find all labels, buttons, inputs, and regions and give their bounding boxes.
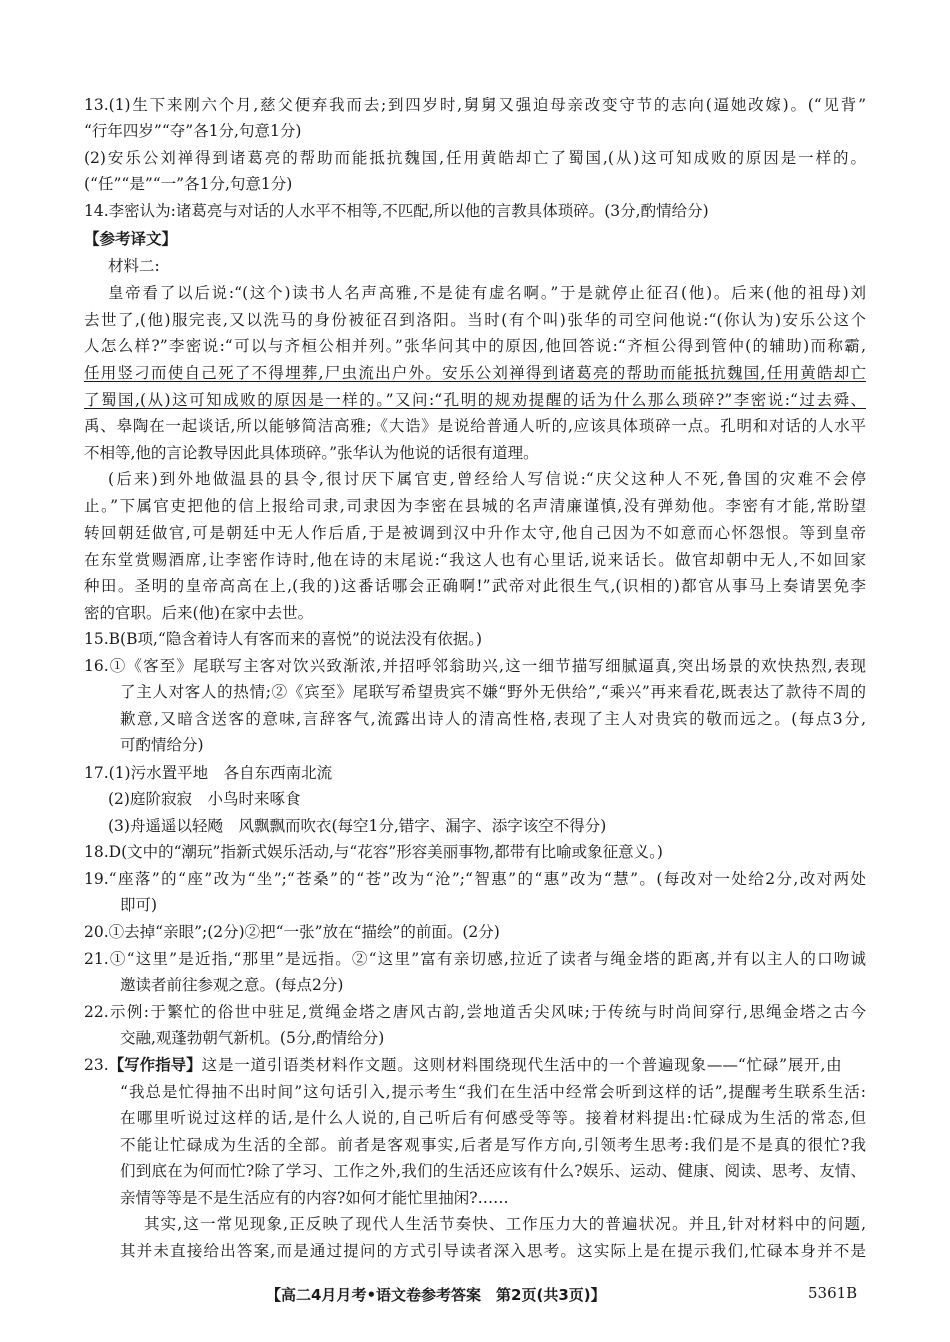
text-line: (2)安乐公刘禅得到诸葛亮的帮助而能抵抗魏国,任用黄皓却亡了蜀国,(从)这可知成败的原因是一样的。 <box>84 149 866 167</box>
text-line: 了蜀国,(从)这可知成败的原因是一样的。”又问:“孔明的规劝提醒的话为什么那么琐碎?”李密说:“过去舜、 <box>84 391 866 409</box>
text-line: 其实,这一常见现象,正反映了现代人生活节奏快、工作压力大的普遍状况。并且,针对材料中的问题, <box>144 1215 866 1233</box>
text-line: 亲情等等是不是生活应有的内容?如何才能忙里抽闲?…… <box>120 1189 509 1207</box>
text-line: 邀读者前往参观之意。(每点2分) <box>120 976 344 994</box>
text-line: (2)庭阶寂寂 小鸟时来啄食 <box>108 790 301 808</box>
text-line: 皇帝看了以后说:“(这个)读书人名声高雅,不是徒有虚名啊。”于是就停止征召(他)。后来(他的祖母)刘 <box>108 284 866 302</box>
page-footer <box>0 1284 950 1308</box>
footer-title: 【高二4月月考•语文卷参考答案 第2页(共3页)】 <box>266 1286 606 1304</box>
text-line: 即可) <box>120 896 158 914</box>
text-line: “行年四岁”“夺”各1分,句意1分) <box>84 122 302 140</box>
text-line: 止。”下属官吏把他的信上报给司隶,司隶因为李密在县城的名声清廉谨慎,没有弹劾他。李密有才能,常盼望 <box>84 497 866 515</box>
text-line: 任用竖刁而使自己死了不得埋葬,尸虫流出户外。安乐公刘禅得到诸葛亮的帮助而能抵抗魏国,任用黄皓却亡 <box>84 364 866 382</box>
text-line: 歉意,又暗含送客的意味,言辞客气,流露出诗人的清高性格,表现了主人对贵宾的敬而远之。(每点3分, <box>120 710 866 728</box>
text-line: 不能让忙碌成为生活的全部。前者是客观事实,后者是写作方向,引领考生思考:我们是不是真的很忙?我 <box>120 1136 866 1154</box>
text-line: 人怎么样?”李密说:“可以与齐桓公相并列。”张华问其中的原因,他回答说:“齐桓公得到管仲(的辅助)而称霸, <box>84 337 866 355</box>
text-line: “我总是忙得抽不出时间”这句话引入,提示考生“我们在生活中经常会听到这样的话”,提醒考生联系生活: <box>120 1083 866 1101</box>
text-line: 23.【写作指导】这是一道引语类材料作文题。这则材料围绕现代生活中的一个普遍现象——“忙碌”展开,由 <box>84 1056 842 1074</box>
text-line: 20.①去掉“亲眼”;(2分)②把“一张”放在“描绘”的前面。(2分) <box>84 923 500 941</box>
section-heading: 【参考译文】 <box>84 230 178 248</box>
text-line: 了主人对客人的热情;②《宾至》尾联写希望贵宾不嫌“野外无供给”,“乘兴”再来看花,既表达了款待不周的 <box>120 683 866 701</box>
text-line: 13.(1)生下来刚六个月,慈父便弃我而去;到四岁时,舅舅又强迫母亲改变守节的志向(逼她改嫁)。(“见背” <box>84 96 866 114</box>
text-line: 17.(1)污水置平地 各自东西南北流 <box>84 764 333 782</box>
text-line: (3)舟遥遥以轻飏 风飘飘而吹衣(每空1分,错字、漏字、添字该空不得分) <box>108 817 607 835</box>
text-line: 22.示例:于繁忙的俗世中驻足,赏绳金塔之唐风古韵,尝地道舌尖风味;于传统与时尚间穿行,思绳金塔之古今 <box>84 1003 866 1021</box>
text-line: 21.①“这里”是近指,“那里”是远指。②“这里”富有亲切感,拉近了读者与绳金塔的距离,并有以主人的口吻诚 <box>84 950 866 968</box>
text-line: 不相等,他的言论教导因此具体琐碎。”张华认为他说的话很有道理。 <box>84 444 539 462</box>
text-line: 16.①《客至》尾联写主客对饮兴致渐浓,并招呼邻翁助兴,这一细节描写细腻逼真,突出场景的欢快热烈,表现 <box>84 657 866 675</box>
text-line: (后来)到外地做温县的县令,很讨厌下属官吏,曾经给人写信说:“庆父这种人不死,鲁国的灾难不会停 <box>108 470 866 488</box>
text-line: 种田。圣明的皇帝高高在上,(我的)这番话哪会正确啊!”武帝对此很生气,(识相的)都官从事马上奏请罢免李 <box>84 577 866 595</box>
text-line: 去世了,(他)服完丧,又以洗马的身份被征召到洛阳。当时(有个叫)张华的司空问他说:“(你认为)安乐公这个 <box>84 311 866 329</box>
text-line: 转回朝廷做官,可是朝廷中无人作后盾,于是被调到汉中升作太守,他自己因为不如意而心怀怨恨。等到皇帝 <box>84 524 866 542</box>
text-line: 18.D(文中的“潮玩”指新式娱乐活动,与“花容”形容美丽事物,都带有比喻或象征意义。) <box>84 843 663 861</box>
text-line: 15.B(B项,“隐含着诗人有客而来的喜悦”的说法没有依据。) <box>84 630 483 648</box>
subheading: 材料二: <box>108 257 160 275</box>
text-line: 密的官职。后来(他)在家中去世。 <box>84 604 314 622</box>
footer-code: 5361B <box>808 1284 858 1302</box>
text-line: 14.李密认为:诸葛亮与对话的人水平不相等,不匹配,所以他的言教具体琐碎。(3分,酌情给分) <box>84 202 709 220</box>
text-line: (“任”“是”“一”各1分,句意1分) <box>84 175 293 193</box>
text-line: 们到底在为何而忙?除了学习、工作之外,我们的生活还应该有什么?娱乐、运动、健康、阅读、思考、友情、 <box>120 1162 866 1180</box>
text-line: 在哪里听说过这样的话,是什么人说的,自己听后有何感受等等。接着材料提出:忙碌成为生活的常态,但 <box>120 1109 866 1127</box>
text-line: 交融,观蓬勃朝气新机。(5分,酌情给分) <box>120 1029 385 1047</box>
text-line: 19.“座落”的“座”改为“坐”;“苍桑”的“苍”改为“沧”;“智惠”的“惠”改为“慧”。(每改对一处给2分,改对两处 <box>84 870 866 888</box>
text-line: 禹、皋陶在一起谈话,所以能够简洁高雅;《大诰》是说给普通人听的,应该具体琐碎一点。孔明和对话的人水平 <box>84 417 866 435</box>
text-line: 在东堂赏赐酒席,让李密作诗时,他在诗的末尾说:“我这人也有心里话,说来话长。做官却朝中无人,不如回家 <box>84 551 866 569</box>
text-line: 可酌情给分) <box>120 736 204 754</box>
text-line: 其并未直接给出答案,而是通过提问的方式引导读者深入思考。这实际上是在提示我们,忙碌本身并不是 <box>120 1242 866 1260</box>
